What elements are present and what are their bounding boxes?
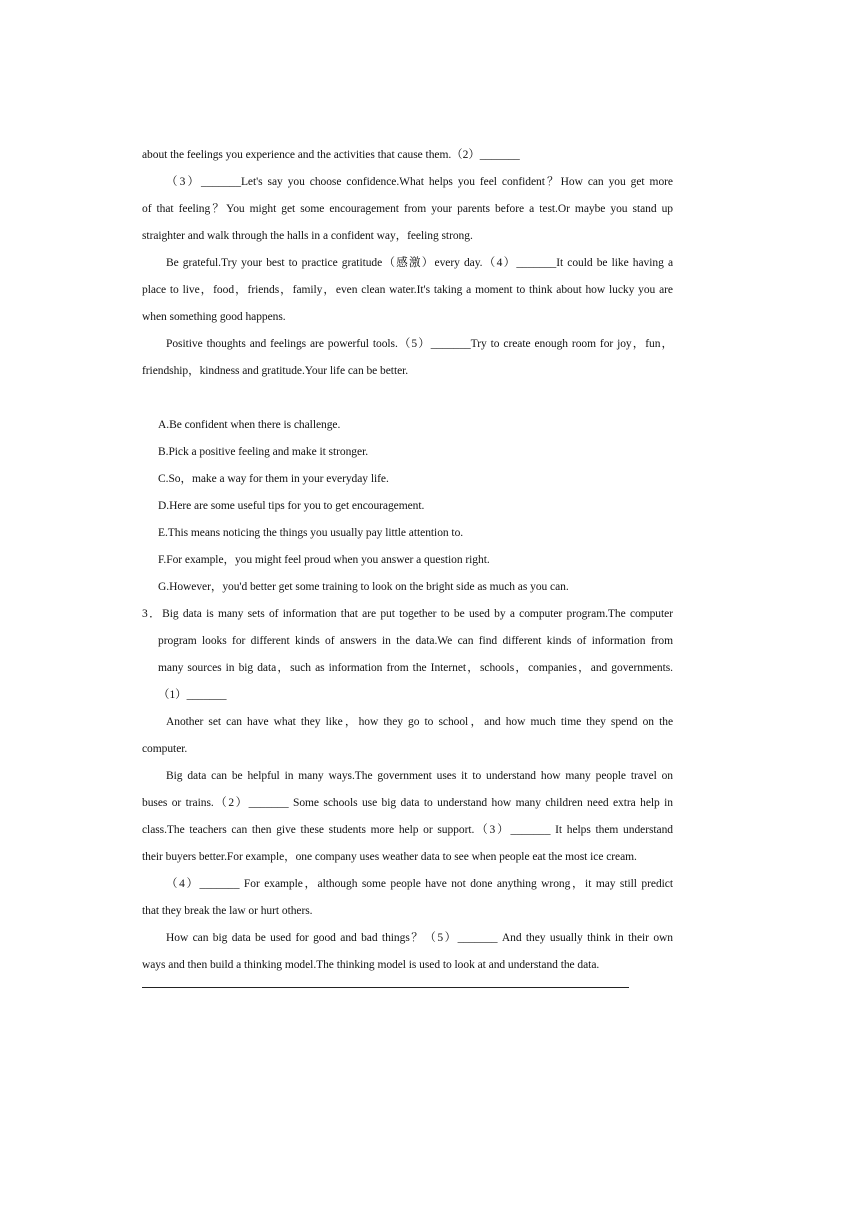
paragraph-line: friendship，kindness and gratitude.Your life can be better. bbox=[142, 365, 409, 377]
paragraph-line: place to live，food，friends，family，even clean water.It's taking a moment to think about how lucky you are bbox=[142, 284, 673, 296]
paragraph-line: when something good happens. bbox=[142, 311, 286, 323]
question-blank-line: （1）_______ bbox=[158, 689, 227, 701]
paragraph-line: （4）_______ For example，although some people have not done anything wrong，it may still predict bbox=[166, 878, 673, 890]
paragraph-line: Be grateful.Try your best to practice gratitude（感激）every day.（4）_______It could be like having a bbox=[166, 257, 673, 269]
paragraph-line: Another set can have what they like，how they go to school，and how much time they spend on the bbox=[166, 716, 673, 728]
paragraph-line: of that feeling？You might get some encouragement from your parents before a test.Or maybe you stand up bbox=[142, 203, 673, 215]
paragraph-line: buses or trains.（2）_______ Some schools use big data to understand how many children need extra help in bbox=[142, 797, 673, 809]
paragraph-line: class.The teachers can then give these students more help or support.（3）_______ It helps them understand bbox=[142, 824, 673, 836]
option-item-d: D.Here are some useful tips for you to get encouragement. bbox=[158, 500, 425, 512]
question-line: program looks for different kinds of answers in the data.We can find different kinds of information from bbox=[158, 635, 673, 647]
paragraph-line: Big data can be helpful in many ways.The government uses it to understand how many people travel on bbox=[166, 770, 673, 782]
option-item-c: C.So，make a way for them in your everyday life. bbox=[158, 473, 389, 485]
option-item-b: B.Pick a positive feeling and make it stronger. bbox=[158, 446, 369, 458]
paragraph-line: How can big data be used for good and bad things？（5）_______ And they usually think in their own bbox=[166, 932, 673, 944]
paragraph-line: that they break the law or hurt others. bbox=[142, 905, 313, 917]
paragraph-line: straighter and walk through the halls in a confident way，feeling strong. bbox=[142, 230, 473, 242]
paragraph-line: （3）_______Let's say you choose confidence.What helps you feel confident？How can you get more bbox=[166, 176, 673, 188]
question-line: many sources in big data，such as information from the Internet，schools，companies，and governments. bbox=[158, 662, 673, 674]
option-item-g: G.However，you'd better get some training to look on the bright side as much as you can. bbox=[158, 581, 569, 593]
paragraph-line: Positive thoughts and feelings are powerful tools.（5）_______Try to create enough room for joy，fun， bbox=[166, 338, 673, 350]
paragraph-line: computer. bbox=[142, 743, 188, 755]
question-line: 3．Big data is many sets of information that are put together to be used by a computer program.The computer bbox=[142, 608, 673, 620]
option-item-a: A.Be confident when there is challenge. bbox=[158, 419, 341, 431]
paragraph-line: their buyers better.For example，one company uses weather data to see when people eat the most ice cream. bbox=[142, 851, 637, 863]
paragraph-line: about the feelings you experience and the activities that cause them.（2）_______ bbox=[142, 149, 520, 161]
option-item-e: E.This means noticing the things you usually pay little attention to. bbox=[158, 527, 464, 539]
horizontal-divider bbox=[142, 987, 629, 988]
option-item-f: F.For example，you might feel proud when you answer a question right. bbox=[158, 554, 490, 566]
paragraph-line: ways and then build a thinking model.The thinking model is used to look at and understand the data. bbox=[142, 959, 600, 971]
